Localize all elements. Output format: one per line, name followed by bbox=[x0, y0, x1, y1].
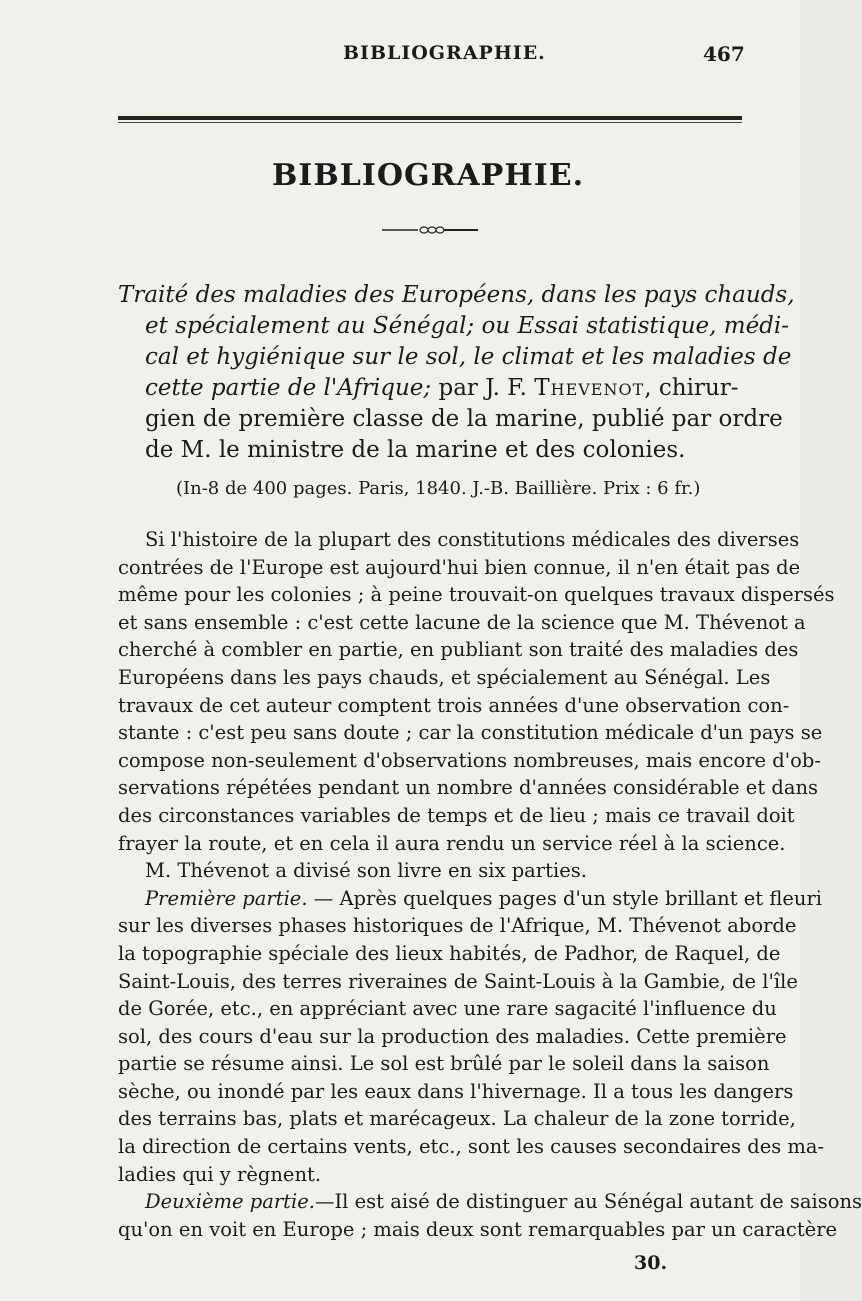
book-author-line: cette partie de l'Afrique; par J. F. Thevenot, chirur- bbox=[145, 375, 739, 401]
text-line: sur les diverses phases historiques de l'Afrique, M. Thévenot aborde bbox=[118, 914, 797, 938]
body-text bbox=[118, 526, 862, 1243]
text-line: Si l'histoire de la plupart des constitutions médicales des diverses bbox=[145, 528, 800, 551]
text-line: partie se résume ainsi. Le sol est brûlé par le soleil dans la saison bbox=[118, 1052, 770, 1076]
text-line: la direction de certains vents, etc., sont les causes secondaires des ma- bbox=[118, 1135, 825, 1159]
text-line: de Gorée, etc., en appréciant avec une rare sagacité l'influence du bbox=[118, 997, 777, 1021]
text-line: M. Thévenot a divisé son livre en six parties. bbox=[145, 859, 587, 883]
text-line: stante : c'est peu sans doute ; car la constitution médicale d'un pays se bbox=[118, 721, 823, 745]
book-title-line: cal et hygiénique sur le sol, le climat et les maladies de bbox=[145, 344, 792, 370]
book-author-line: de M. le ministre de la marine et des colonies. bbox=[145, 437, 686, 463]
section-title: BIBLIOGRAPHIE. bbox=[271, 158, 585, 193]
book-entry bbox=[118, 280, 795, 466]
text-line: et sans ensemble : c'est cette lacune de la science que M. Thévenot a bbox=[118, 610, 806, 634]
text-line: compose non-seulement d'observations nombreuses, mais encore d'ob- bbox=[118, 748, 821, 772]
header-rule-thin bbox=[118, 122, 742, 123]
text-line: travaux de cet auteur comptent trois années d'une observation con- bbox=[118, 693, 790, 717]
text-line: Européens dans les pays chauds, et spécialement au Sénégal. Les bbox=[118, 665, 771, 689]
text-line: frayer la route, et en cela il aura rendu un service réel à la science. bbox=[118, 831, 786, 855]
book-author-line: gien de première classe de la marine, publié par ordre bbox=[145, 406, 783, 432]
part-label: Deuxième partie. bbox=[145, 1190, 315, 1214]
text-line: des circonstances variables de temps et de lieu ; mais ce travail doit bbox=[118, 803, 795, 827]
text-line: Saint-Louis, des terres riveraines de Saint-Louis à la Gambie, de l'île bbox=[118, 969, 798, 993]
text-line: contrées de l'Europe est aujourd'hui bien connue, il n'en était pas de bbox=[118, 555, 801, 579]
part-heading-line: Première partie. — Après quelques pages d'un style brillant et fleuri bbox=[145, 886, 822, 910]
page-number: 467 bbox=[703, 42, 745, 66]
text-line: cherché à combler en partie, en publiant son traité des maladies des bbox=[118, 638, 799, 662]
ornament-divider bbox=[380, 223, 480, 237]
text-line: sèche, ou inondé par les eaux dans l'hivernage. Il a tous les dangers bbox=[118, 1079, 794, 1103]
publication-info: (In-8 de 400 pages. Paris, 1840. J.-B. Baillière. Prix : 6 fr.) bbox=[176, 478, 701, 499]
author-name: Thevenot bbox=[534, 375, 645, 401]
part-label: Première partie. bbox=[145, 886, 308, 910]
running-head bbox=[0, 36, 800, 76]
book-title-line: et spécialement au Sénégal; ou Essai statistique, médi- bbox=[145, 313, 790, 339]
running-head-title: BIBLIOGRAPHIE. bbox=[343, 42, 546, 64]
text-line: servations répétées pendant un nombre d'années considérable et dans bbox=[118, 776, 819, 800]
text-line: sol, des cours d'eau sur la production des maladies. Cette première bbox=[118, 1024, 787, 1048]
text-line: des terrains bas, plats et marécageux. La chaleur de la zone torride, bbox=[118, 1107, 796, 1131]
signature-mark: 30. bbox=[634, 1252, 668, 1274]
text-line: qu'on en voit en Europe ; mais deux sont remarquables par un caractère bbox=[118, 1217, 838, 1241]
part-heading-line: Deuxième partie.—Il est aisé de distinguer au Sénégal autant de saisons bbox=[145, 1190, 862, 1214]
book-title-line: Traité des maladies des Européens, dans les pays chauds, bbox=[118, 282, 795, 308]
text-line: ladies qui y règnent. bbox=[118, 1162, 322, 1186]
header-rule-thick bbox=[118, 116, 742, 120]
text-line: la topographie spéciale des lieux habités, de Padhor, de Raquel, de bbox=[118, 941, 781, 965]
text-line: même pour les colonies ; à peine trouvait-on quelques travaux dispersés bbox=[118, 583, 835, 607]
